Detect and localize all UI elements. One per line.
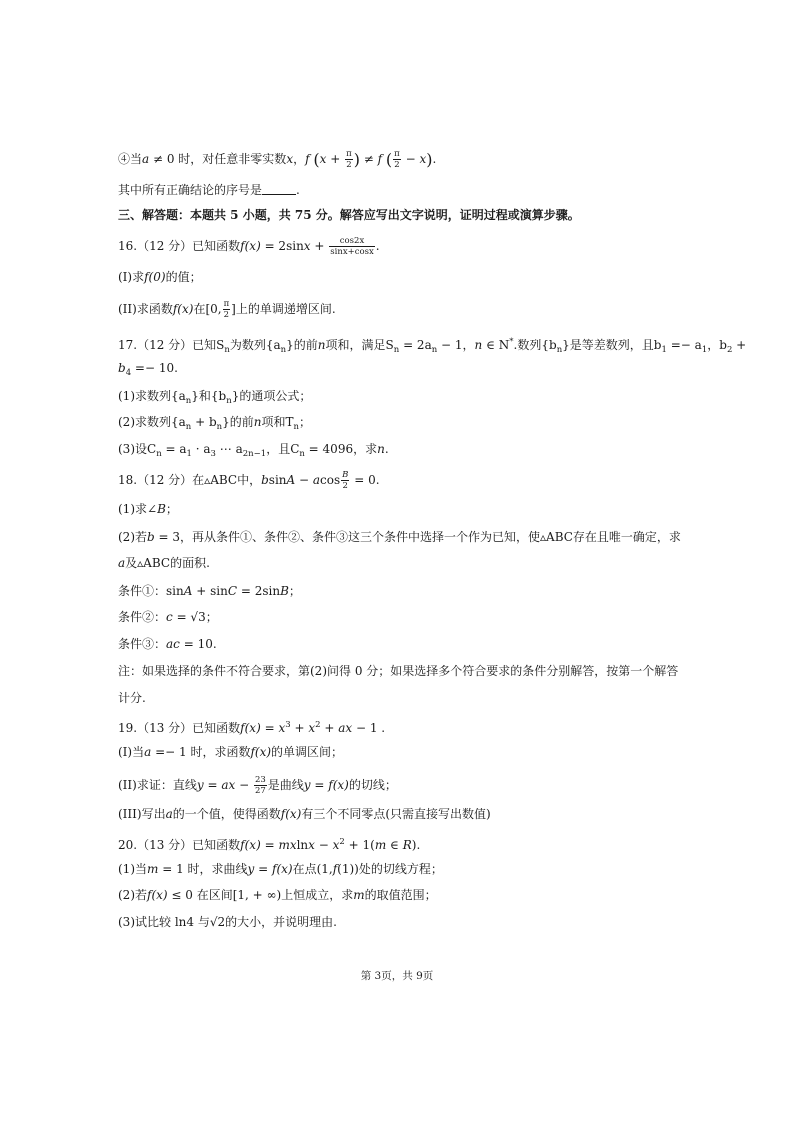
condition-2: 条件②：c = √3； [118, 610, 218, 624]
question-19: 19.（13 分）已知函数$f(x) = x^3 + x^2$ + ax − 1 . [118, 720, 386, 735]
page-number: 第 3页，共 9页 [360, 970, 434, 982]
q16-part-1: (I)求f(0)的值； [118, 270, 202, 284]
q17-part-3: (3)设$C_n = a_1 \cdot a_3$ ⋯ $a_{2n-1}$，且$C_n = 4096$，求n. [118, 442, 389, 459]
q17-continuation: $b_4 =- 10$. [118, 361, 178, 378]
section-heading: 三、解答题：本题共 5 小题，共 75 分。解答应写出文字说明，证明过程或演算步骤。 [118, 208, 580, 222]
fraction: $\frac{23}{27}$ [254, 775, 266, 796]
q19-part-2: (II)求证：直线y = ax − $\frac{23}{27}$ 是曲线y = f(x)的切线； [118, 775, 397, 796]
fraction: $\frac{B}{2}$ [342, 470, 349, 491]
fill-in-prompt: 其中所有正确结论的序号是 . [118, 183, 300, 197]
question-18: 18.（12 分）在▵ABC中，bsinA − acos $\frac{B}{2}$ = 0. [118, 470, 380, 491]
q17-part-1: (1)求数列$\{a_n\}$和$\{b_n\}$的通项公式； [118, 389, 312, 406]
q18-part-2: (2)若b = 3，再从条件①、条件②、条件③这三个条件中选择一个作为已知，使▵ABC存在且唯一确定，求 [118, 530, 681, 544]
answer-blank[interactable] [262, 183, 296, 195]
q17-part-2: (2)求数列$\{a_n + b_n\}$的前n项和$T_n$； [118, 415, 312, 432]
fraction: $\frac{\pi}{2}$ [394, 149, 400, 170]
q20-part-1: (1)当m = 1 时，求曲线y = f(x)在点(1,f(1))处的切线方程； [118, 862, 443, 876]
fraction: $\frac{\pi}{2}$ [223, 299, 230, 320]
q19-part-3: (III)写出a的一个值，使得函数f(x)有三个不同零点(只需直接写出数值) [118, 807, 491, 821]
question-17: 17.（12 分）已知$S_n$为数列$\{a_n\}$的前n项和，满足$S_n = 2a_n - 1$，n ∈ N*.数列$\{b_n\}$是等差数列，且$b_1 =- a_1$，$b_2$ + [118, 337, 747, 355]
q18-part-1: (1)求∠B； [118, 502, 178, 516]
condition-3: 条件③：ac = 10. [118, 637, 217, 651]
q18-part-2-cont: a及▵ABC的面积. [118, 556, 210, 570]
question-16: 16.（12 分）已知函数f(x) = 2sinx + $\frac{\cos 2x}{\sin x+\cos x}$ . [118, 236, 380, 257]
note-line-2: 计分. [118, 691, 146, 705]
fraction: $\frac{\pi}{2}$ [346, 149, 352, 170]
fraction: $\frac{\cos 2x}{\sin x+\cos x}$ [330, 236, 374, 257]
statement-4: ④当a ≠ 0 时，对任意非零实数x，f (x + $\frac{\pi}{2}$ ) ≠ f ( $\frac{\pi}{2}$ − x). [118, 149, 437, 170]
question-20: 20.（13 分）已知函数$f(x) = mxlnx - x^2 + 1(m$ ∈ R). [118, 837, 421, 852]
q20-part-3: (3)试比较 ln4 与√2的大小，并说明理由. [118, 915, 337, 929]
q16-part-2: (II)求函数f(x)在[0, $\frac{\pi}{2}$ ]上的单调递增区间. [118, 299, 336, 320]
q19-part-1: (I)当a =− 1 时，求函数f(x)的单调区间； [118, 745, 344, 759]
condition-1: 条件①：sinA + sinC = 2sinB； [118, 584, 301, 598]
q20-part-2: (2)若f(x) ≤ 0 在区间[1, + ∞)上恒成立，求m的取值范围； [118, 888, 437, 902]
note-line-1: 注：如果选择的条件不符合要求，第(2)问得 0 分；如果选择多个符合要求的条件分别解答，按第一个解答 [118, 664, 679, 678]
